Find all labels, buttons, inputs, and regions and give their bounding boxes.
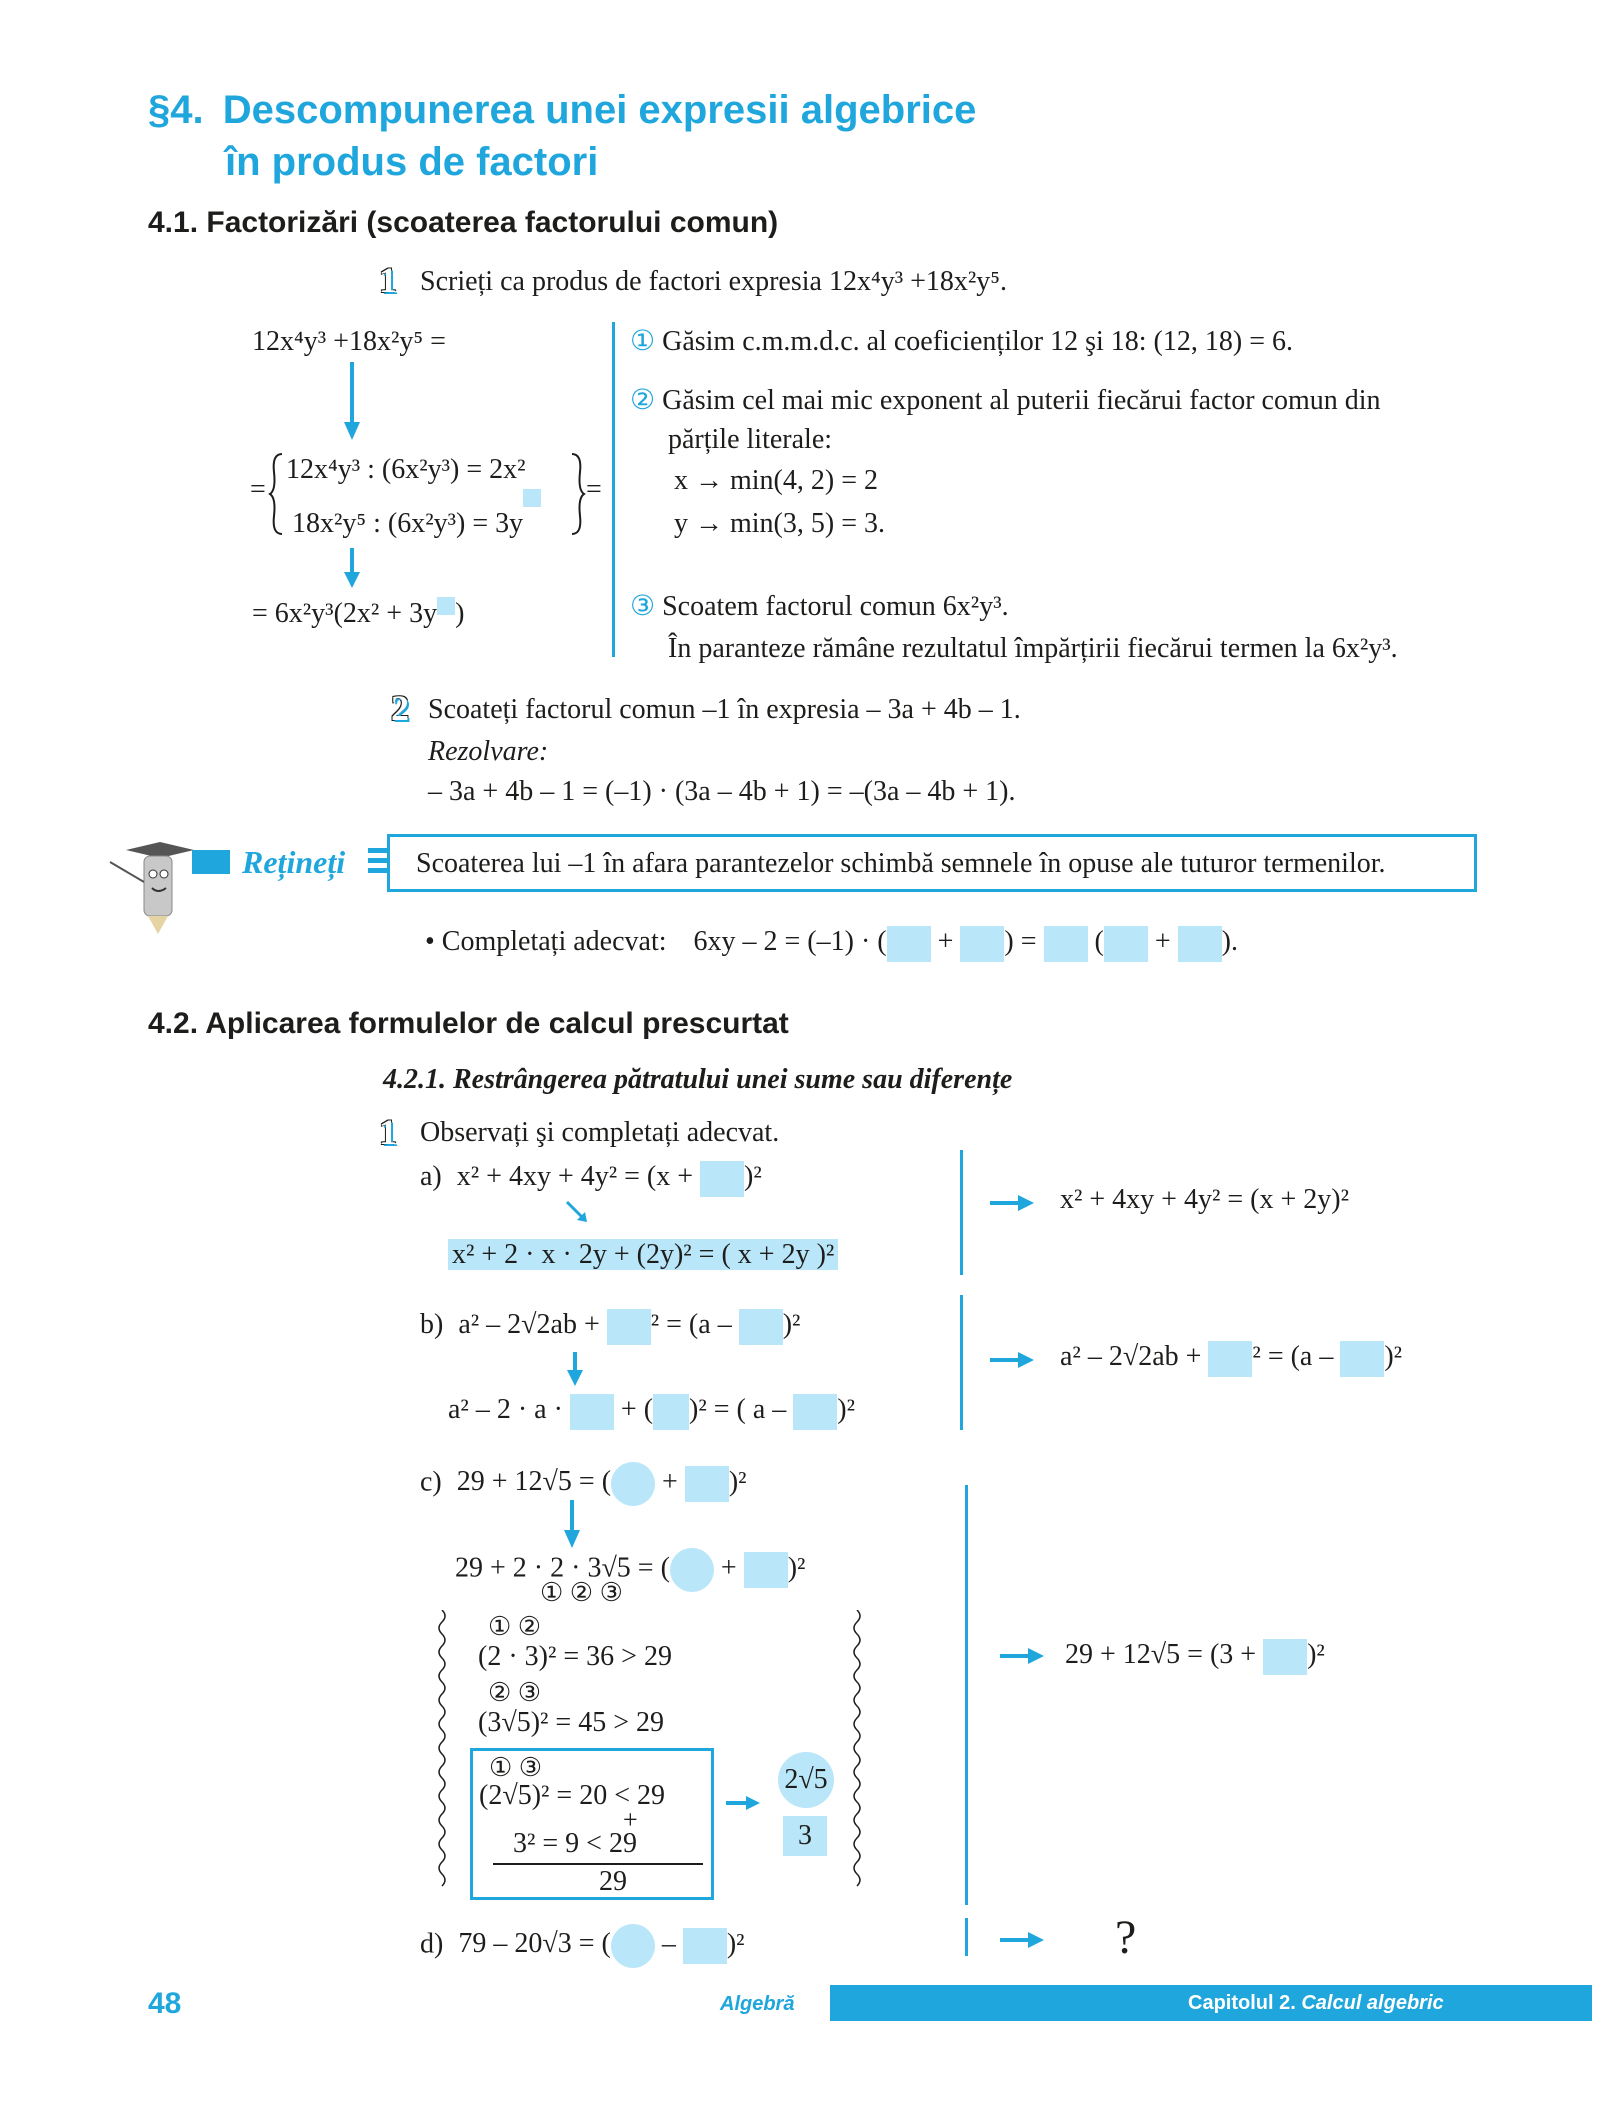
answer-box[interactable] <box>793 1394 837 1430</box>
item-a <box>420 1160 762 1197</box>
test-3-box <box>470 1748 714 1900</box>
rezolvare-label: Rezolvare: <box>428 736 549 767</box>
item-a-detail <box>448 1238 838 1272</box>
column-divider <box>612 322 615 657</box>
retineti-marker <box>192 850 230 874</box>
item-b-detail <box>448 1393 855 1430</box>
right-arrow-icon <box>726 1796 762 1810</box>
ex1-division-2-text: 18x²y⁵ : (6x²y³) = 3y <box>292 508 524 539</box>
sum-line <box>493 1863 703 1865</box>
item-b-mid: ² = (a – <box>650 1309 732 1340</box>
test-3b: 3² = 9 < 29 <box>513 1828 637 1859</box>
column-divider <box>960 1150 963 1275</box>
wavy-brace-icon <box>848 1610 866 1890</box>
down-arrow-icon <box>563 1352 587 1388</box>
item-d-expr: 79 – 20√3 = ( <box>458 1928 611 1960</box>
item-b-result-1: a² – 2√2ab + <box>1060 1341 1202 1372</box>
retineti-text: Scoaterea lui –1 în afara parantezelor schimbă semnele în opuse ale tuturor termenilor. <box>416 848 1386 879</box>
exercise-2-statement: Scoateți factorul comun –1 în expresia – 3a + 4b – 1. <box>428 694 1021 725</box>
exercise-badge-1: 1 <box>379 260 397 300</box>
subsection-4-2-title: 4.2. Aplicarea formulelor de calcul prescurtat <box>148 1007 789 1040</box>
item-c-result <box>1065 1638 1325 1675</box>
footer-chapter <box>1188 1990 1444 2016</box>
blank-box[interactable] <box>437 597 455 615</box>
answer-circle[interactable] <box>611 1924 655 1968</box>
subsection-4-1-title: 4.1. Factorizări (scoaterea factorului comun) <box>148 206 779 239</box>
test-3-plus: + <box>623 1805 638 1834</box>
answer-box[interactable] <box>653 1394 689 1430</box>
diagonal-arrow-icon <box>565 1200 591 1226</box>
exercise-badge-2: 2 <box>391 688 409 728</box>
item-a-expr: x² + 4xy + 4y² = (x + <box>456 1161 694 1192</box>
down-arrow-icon <box>340 362 364 442</box>
answer-box[interactable] <box>739 1309 783 1345</box>
test-1-indices: ① ② <box>488 1612 542 1641</box>
completati-close: ). <box>1221 926 1238 957</box>
answer-box[interactable] <box>744 1552 788 1588</box>
item-c-close: )² <box>728 1466 747 1498</box>
page-number: 48 <box>148 1987 182 2020</box>
test-3-indices: ① ③ <box>489 1753 543 1782</box>
ex1-division-1: 12x⁴y³ : (6x²y³) = 2x² <box>286 454 526 485</box>
step-3-number: ③ <box>630 591 656 622</box>
section-title <box>148 86 976 134</box>
item-a-detail-text: x² + 2 · x · 2y + (2y)² = ( x + 2y )² <box>448 1239 838 1270</box>
exercise-1-statement: Scrieți ca produs de factori expresia 12x⁴y³ +18x²y⁵. <box>420 266 1008 297</box>
step-2-line2: părțile literale: <box>668 424 833 455</box>
item-c-result-close: )² <box>1307 1639 1325 1670</box>
answer-box[interactable] <box>570 1394 614 1430</box>
left-brace-icon <box>268 452 284 536</box>
pencil-teacher-icon <box>108 842 198 942</box>
section-title-line2: în produs de factori <box>225 140 599 184</box>
ex1-left-expression: 12x⁴y³ +18x²y⁵ = <box>252 326 446 357</box>
step-3-line2: În paranteze rămâne rezultatul împărțirii fiecărui termen la 6x²y³. <box>668 633 1398 664</box>
footer-chapter-num: Capitolul 2. <box>1188 1992 1296 2014</box>
right-arrow-icon <box>990 1352 1036 1368</box>
answer-box-filled: 3 <box>783 1816 827 1856</box>
completati-plus: + <box>937 926 954 957</box>
answer-box[interactable] <box>607 1309 651 1345</box>
answer-box[interactable] <box>685 1466 729 1502</box>
item-d-close: )² <box>726 1928 745 1960</box>
step-3 <box>630 590 1009 624</box>
ex1-division-2 <box>292 507 541 541</box>
column-divider <box>965 1485 968 1905</box>
section-title-line1: Descompunerea unei expresii algebrice <box>222 88 977 132</box>
answer-box[interactable] <box>683 1928 727 1964</box>
column-divider <box>960 1295 963 1430</box>
retineti-label: Rețineți <box>242 844 346 880</box>
step-2-x: x → min(4, 2) = 2 <box>674 465 878 496</box>
column-divider <box>965 1918 968 1956</box>
item-b-close: )² <box>782 1309 801 1340</box>
answer-box[interactable] <box>700 1161 744 1197</box>
answer-box[interactable] <box>1340 1341 1384 1377</box>
item-b-detail-2: + ( <box>620 1394 654 1425</box>
footer-subject: Algebră <box>720 1993 795 2015</box>
footer-chapter-name: Calcul algebric <box>1301 1992 1444 2014</box>
section-number: §4. <box>148 88 204 132</box>
item-c-expr: 29 + 12√5 = ( <box>456 1466 612 1498</box>
item-a-label: a) <box>420 1161 442 1192</box>
answer-box[interactable] <box>960 926 1004 962</box>
ex1-eq-sign-left: = <box>250 474 266 505</box>
completati-expr: 6xy – 2 = (–1) · ( <box>693 926 887 957</box>
step-2-y: y → min(3, 5) = 3. <box>674 508 885 539</box>
answer-box[interactable] <box>887 926 931 962</box>
item-b-label: b) <box>420 1309 444 1340</box>
answer-box[interactable] <box>1208 1341 1252 1377</box>
item-b-result-2: ² = (a – <box>1252 1341 1334 1372</box>
completati-line <box>425 925 1238 962</box>
item-c-line2-plus: + <box>720 1552 737 1584</box>
item-c-result-text: 29 + 12√5 = (3 + <box>1065 1639 1257 1670</box>
completati-close-eq: ) = <box>1004 926 1037 957</box>
ex1-result-text: = 6x²y³(2x² + 3y <box>252 598 438 629</box>
item-b <box>420 1308 800 1345</box>
step-1-text: Găsim c.m.m.d.c. al coeficienților 12 şi 18: (12, 18) = 6. <box>662 326 1293 357</box>
answer-box[interactable] <box>1178 926 1222 962</box>
item-d-label: d) <box>420 1928 444 1960</box>
exercise-2-solution: – 3a + 4b – 1 = (–1) · (3a – 4b + 1) = –(3a – 4b + 1). <box>428 776 1016 807</box>
answer-box[interactable] <box>1044 926 1088 962</box>
item-c-line2-close: )² <box>787 1552 806 1584</box>
item-c-circled-indices: ① ② ③ <box>540 1578 623 1607</box>
completati-plus-2: + <box>1154 926 1171 957</box>
test-2-indices: ② ③ <box>488 1678 542 1707</box>
wavy-brace-icon <box>433 1610 451 1890</box>
exercise-badge-1b: 1 <box>379 1112 397 1152</box>
completati-label: • Completați adecvat: <box>425 926 667 957</box>
right-brace-icon <box>570 452 586 536</box>
ex1-result <box>252 597 464 631</box>
item-d-question: ? <box>1115 1911 1137 1964</box>
down-arrow-icon <box>560 1500 584 1550</box>
item-d-minus: – <box>661 1928 676 1960</box>
answer-circle[interactable] <box>611 1462 655 1506</box>
blank-box[interactable] <box>523 489 541 507</box>
retineti-box <box>387 834 1477 892</box>
right-arrow-icon <box>990 1195 1036 1211</box>
test-2: (3√5)² = 45 > 29 <box>478 1707 664 1738</box>
item-a-close: )² <box>744 1161 762 1192</box>
step-1 <box>630 325 1293 359</box>
right-arrow-icon <box>1000 1932 1046 1948</box>
item-b-expr: a² – 2√2ab + <box>458 1309 600 1340</box>
item-c-label: c) <box>420 1466 442 1498</box>
item-b-result-3: )² <box>1384 1341 1403 1372</box>
answer-box[interactable] <box>1104 926 1148 962</box>
test-3-sum: 29 <box>599 1866 627 1897</box>
step-3-line1: Scoatem factorul comun 6x²y³. <box>662 591 1009 622</box>
subsection-4-2-1-title: 4.2.1. Restrângerea pătratului unei sume sau diferențe <box>383 1064 1013 1095</box>
item-b-result <box>1060 1340 1402 1377</box>
item-c-plus: + <box>662 1466 678 1498</box>
item-c-line2-text: 29 + 2 · 2 · 3√5 = ( <box>455 1552 670 1584</box>
down-arrow-icon <box>340 548 364 590</box>
right-arrow-icon <box>1000 1648 1046 1664</box>
item-b-detail-4: )² <box>837 1394 856 1425</box>
test-1: (2 · 3)² = 36 > 29 <box>478 1641 672 1672</box>
step-2-number: ② <box>630 385 656 416</box>
item-b-detail-3: )² = ( a – <box>689 1394 787 1425</box>
answer-circle[interactable] <box>670 1548 714 1592</box>
item-c-line2 <box>455 1548 805 1592</box>
step-2 <box>630 384 1381 418</box>
test-3a: (2√5)² = 20 < 29 <box>479 1780 665 1811</box>
step-2-line1: Găsim cel mai mic exponent al puterii fiecărui factor comun din <box>662 385 1381 416</box>
exercise-4-2-statement: Observați şi completați adecvat. <box>420 1117 780 1148</box>
answer-circle-filled: 2√5 <box>778 1752 834 1808</box>
step-1-number: ① <box>630 326 656 357</box>
answer-box[interactable] <box>1263 1639 1307 1675</box>
completati-open: ( <box>1094 926 1104 957</box>
item-a-result: x² + 4xy + 4y² = (x + 2y)² <box>1060 1184 1349 1215</box>
ex1-eq-sign-right: = <box>586 474 602 505</box>
item-b-detail-1: a² – 2 · a · <box>448 1394 563 1425</box>
ex1-result-close: ) <box>455 598 465 629</box>
item-d <box>420 1924 745 1968</box>
